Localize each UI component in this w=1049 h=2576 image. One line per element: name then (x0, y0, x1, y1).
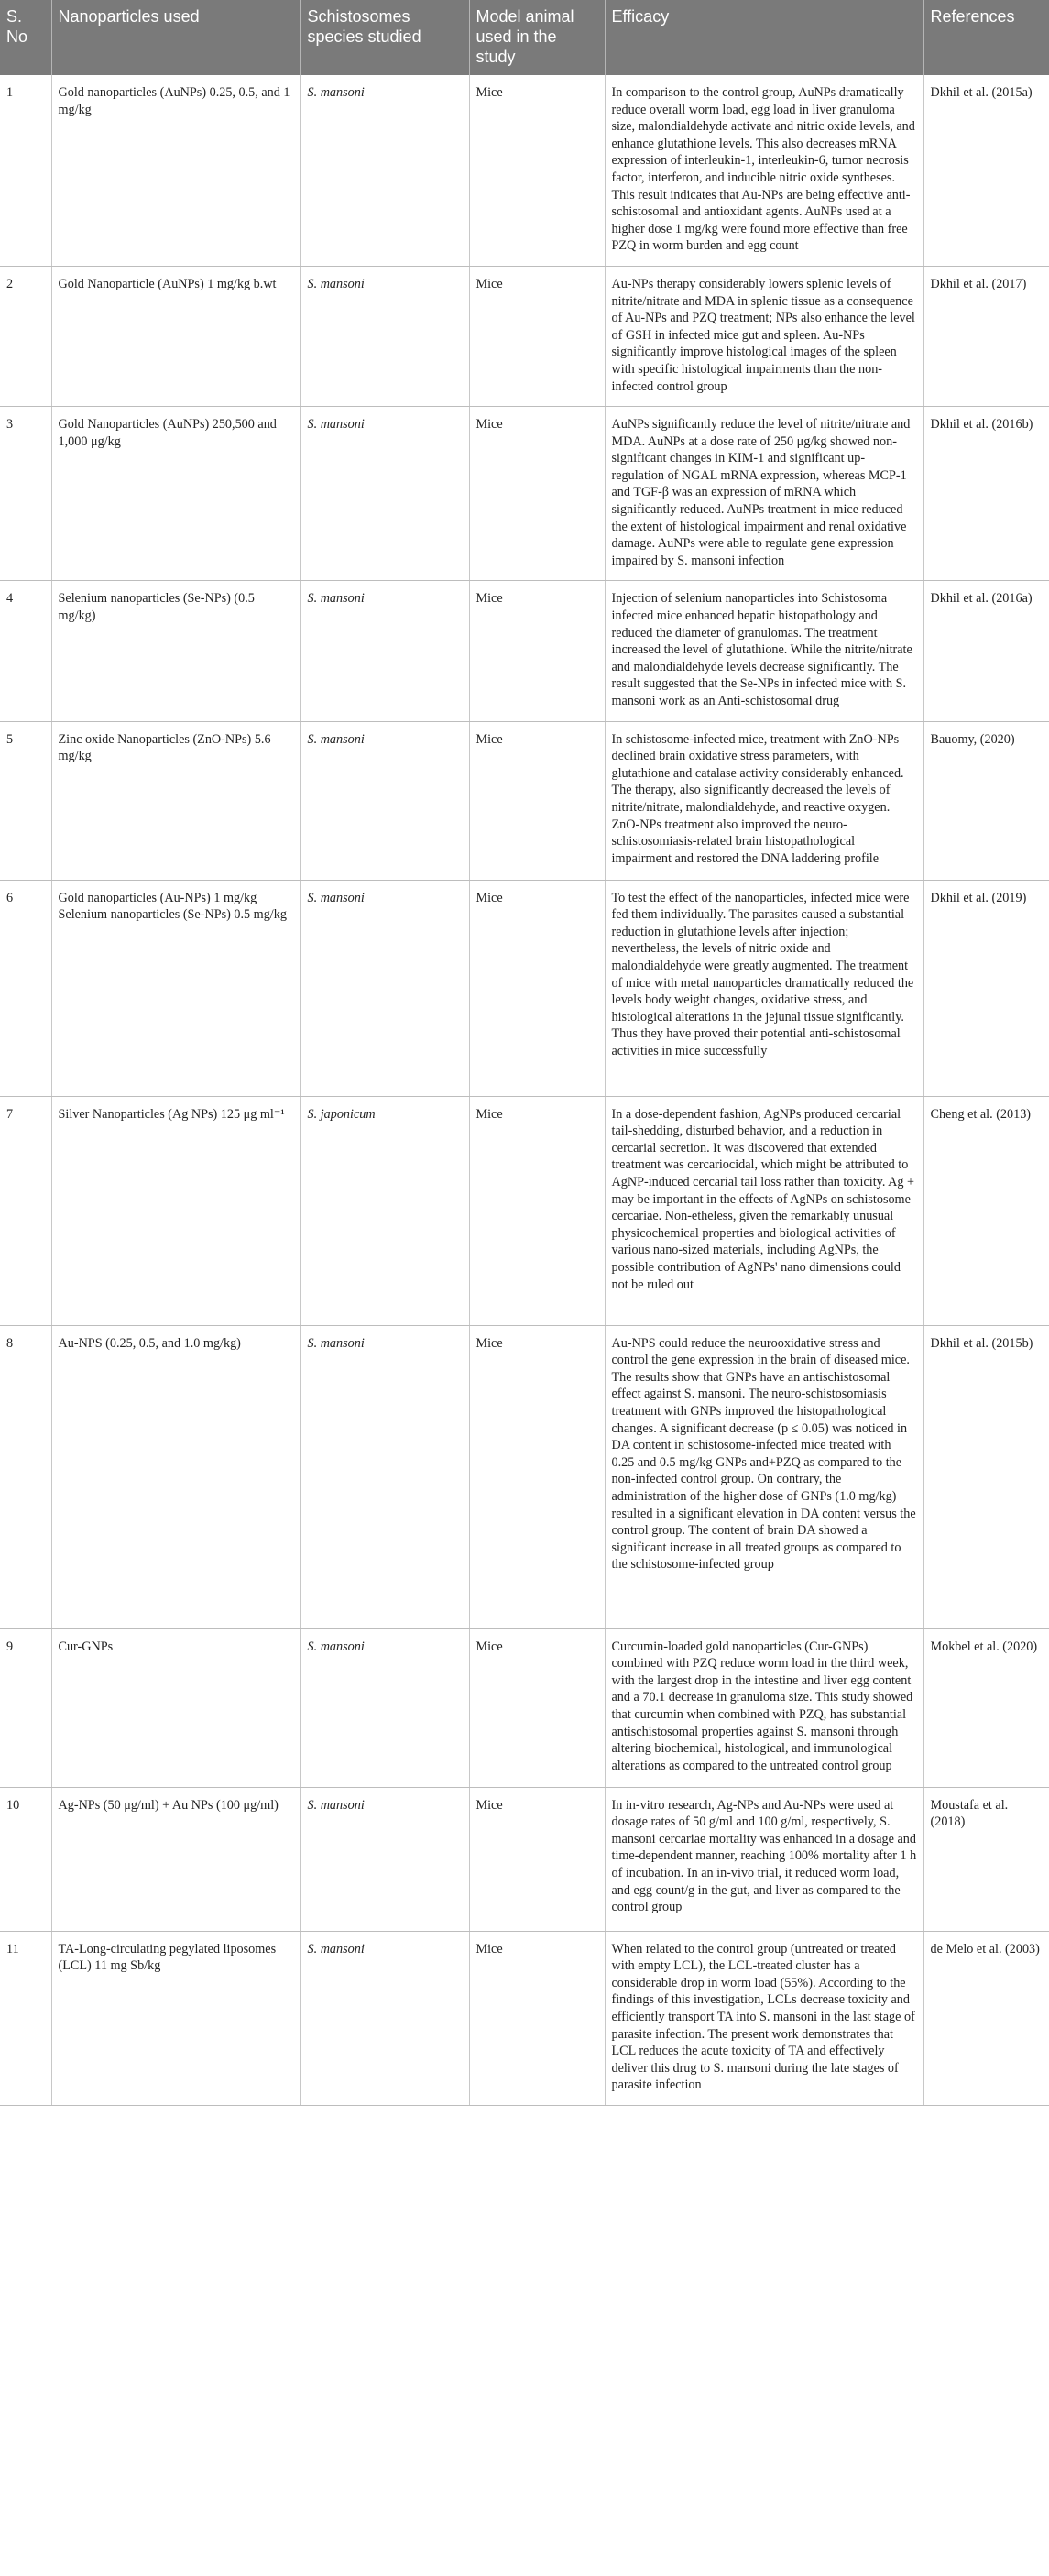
cell-species: S. mansoni (300, 1931, 469, 2105)
cell-sno: 8 (0, 1325, 51, 1628)
header-references: References (923, 0, 1049, 75)
cell-references: Cheng et al. (2013) (923, 1096, 1049, 1325)
table-row (0, 721, 1049, 880)
cell-efficacy: Injection of selenium nanoparticles into Schistosoma infected mice enhanced hepatic histopathology and reduced the diameter of granulomas. The treatment increased the level of glutathione. While the nitrite/nitrate and malondialdehyde levels decrease significantly. The result suggested that the Se-NPs in infected mice with S. mansoni work as an Anti-schistosomal drug (605, 581, 923, 721)
cell-references: Dkhil et al. (2015a) (923, 75, 1049, 266)
cell-efficacy: Curcumin-loaded gold nanoparticles (Cur-GNPs) combined with PZQ reduce worm load in the third week, with the largest drop in the intestine and liver egg content and a 70.1 decrease in granuloma size. This study showed that curcumin when combined with PZQ, has substantial antischistosomal properties against S. mansoni through altering biochemical, histological, and immunological alterations as compared to the untreated control group (605, 1628, 923, 1787)
cell-species: S. mansoni (300, 1787, 469, 1931)
cell-sno: 5 (0, 721, 51, 880)
table-row (0, 1628, 1049, 1787)
cell-references: Dkhil et al. (2015b) (923, 1325, 1049, 1628)
cell-references: Mokbel et al. (2020) (923, 1628, 1049, 1787)
cell-references: Dkhil et al. (2016a) (923, 581, 1049, 721)
cell-nanoparticles: Gold nanoparticles (Au-NPs) 1 mg/kg Selenium nanoparticles (Se-NPs) 0.5 mg/kg (51, 880, 300, 1096)
cell-nanoparticles: Gold nanoparticles (AuNPs) 0.25, 0.5, and 1 mg/kg (51, 75, 300, 266)
cell-references: de Melo et al. (2003) (923, 1931, 1049, 2105)
table-row (0, 1325, 1049, 1628)
cell-nanoparticles: Ag-NPs (50 μg/ml) + Au NPs (100 μg/ml) (51, 1787, 300, 1931)
table-row (0, 407, 1049, 581)
cell-nanoparticles: Selenium nanoparticles (Se-NPs) (0.5 mg/kg) (51, 581, 300, 721)
cell-efficacy: In schistosome-infected mice, treatment with ZnO-NPs declined brain oxidative stress parameters, with glutathione and catalase activity considerably enhanced. The therapy, also significantly decreased the levels of nitrite/nitrate, malondialdehyde, and reactive oxygen. ZnO-NPs treatment also improved the neuro-schistosomiasis-related brain histopathological impairment and restored the DNA laddering profile (605, 721, 923, 880)
cell-species: S. mansoni (300, 880, 469, 1096)
cell-nanoparticles: Cur-GNPs (51, 1628, 300, 1787)
cell-nanoparticles: TA-Long-circulating pegylated liposomes (LCL) 11 mg Sb/kg (51, 1931, 300, 2105)
cell-nanoparticles: Gold Nanoparticles (AuNPs) 250,500 and 1,000 μg/kg (51, 407, 300, 581)
cell-model: Mice (469, 1931, 605, 2105)
cell-efficacy: Au-NPS could reduce the neurooxidative stress and control the gene expression in the brain of diseased mice. The results show that GNPs have an antischistosomal effect against S. mansoni. The neuro-schistosomiasis treatment with GNPs improved the histopathological changes. A significant decrease (p ≤ 0.05) was noticed in DA content in schistosome-infected mice treated with 0.25 and 0.5 mg/kg GNPs and+PZQ as compared to the non-infected control group. On contrary, the administration of the higher dose of GNPs (1.0 mg/kg) resulted in a significant elevation in DA content versus the control group. The content of brain DA showed a significant increase in all treated groups as compared to the schistosome-infected group (605, 1325, 923, 1628)
header-efficacy: Efficacy (605, 0, 923, 75)
cell-model: Mice (469, 581, 605, 721)
cell-sno: 11 (0, 1931, 51, 2105)
cell-sno: 3 (0, 407, 51, 581)
cell-efficacy: Au-NPs therapy considerably lowers splenic levels of nitrite/nitrate and MDA in splenic tissue as a consequence of Au-NPs and PZQ treatment; NPs also enhance the level of GSH in infected mice gut and spleen. Au-NPs significantly improve histological images of the spleen with specific histological impairments than the non-infected control group (605, 266, 923, 406)
cell-nanoparticles: Gold Nanoparticle (AuNPs) 1 mg/kg b.wt (51, 266, 300, 406)
header-nanoparticles: Nanoparticles used (51, 0, 300, 75)
cell-model: Mice (469, 266, 605, 406)
table-header (0, 0, 1049, 75)
cell-model: Mice (469, 407, 605, 581)
cell-references: Dkhil et al. (2017) (923, 266, 1049, 406)
cell-references: Moustafa et al. (2018) (923, 1787, 1049, 1931)
cell-sno: 9 (0, 1628, 51, 1787)
cell-references: Dkhil et al. (2019) (923, 880, 1049, 1096)
cell-species: S. mansoni (300, 721, 469, 880)
cell-species: S. mansoni (300, 75, 469, 266)
cell-efficacy: AuNPs significantly reduce the level of nitrite/nitrate and MDA. AuNPs at a dose rate of 250 μg/kg showed non-significant changes in KIM-1 and significant up-regulation of NGAL mRNA expression, whereas MCP-1 and TGF-β was an expression of mRNA which significantly reduced. AuNPs treatment in mice reduced the extent of histological impairment and renal oxidative damage. AuNPs were able to regulate gene expression impaired by S. mansoni infection (605, 407, 923, 581)
table-row (0, 1096, 1049, 1325)
cell-efficacy: To test the effect of the nanoparticles, infected mice were fed them individually. The parasites caused a substantial reduction in glutathione levels after injection; nevertheless, the levels of nitric oxide and malondialdehyde were greatly augmented. The treatment of mice with metal nanoparticles dramatically reduced the levels body weight changes, oxidative stress, and histological alterations in the jejunal tissue significantly. Thus they have proved their potential anti-schistosomal activities in mice successfully (605, 880, 923, 1096)
cell-sno: 1 (0, 75, 51, 266)
cell-references: Bauomy, (2020) (923, 721, 1049, 880)
cell-model: Mice (469, 75, 605, 266)
table-row (0, 266, 1049, 406)
cell-efficacy: In comparison to the control group, AuNPs dramatically reduce overall worm load, egg load in liver granuloma size, malondialdehyde activate and nitric oxide levels, and enhance glutathione levels. This also decreases mRNA expression of interleukin-1, interleukin-6, tumor necrosis factor, interferon, and inducible nitric oxide syntheses. This result indicates that Au-NPs are being effective anti-schistosomal and antioxidant agents. AuNPs used at a higher dose 1 mg/kg were found more effective than free PZQ in worm burden and egg count (605, 75, 923, 266)
cell-efficacy: In a dose-dependent fashion, AgNPs produced cercarial tail-shedding, disturbed behavior, and a reduction in cercarial secretion. It was discovered that extended treatment was cercariocidal, which might be attributed to AgNP-induced cercarial tail loss rather than toxicity. Ag + may be important in the effects of AgNPs on schistosome cercariae. Non-etheless, given the remarkably unusual physicochemical properties and biological activities of various nano-sized materials, including AgNPs, the possible contribution of AgNPs' nano dimensions could not be ruled out (605, 1096, 923, 1325)
header-model: Model animal used in the study (469, 0, 605, 75)
cell-nanoparticles: Au-NPS (0.25, 0.5, and 1.0 mg/kg) (51, 1325, 300, 1628)
cell-species: S. mansoni (300, 581, 469, 721)
cell-sno: 10 (0, 1787, 51, 1931)
header-row (0, 0, 1049, 75)
cell-species: S. japonicum (300, 1096, 469, 1325)
cell-model: Mice (469, 1096, 605, 1325)
cell-species: S. mansoni (300, 1628, 469, 1787)
table-row (0, 1787, 1049, 1931)
cell-model: Mice (469, 880, 605, 1096)
cell-species: S. mansoni (300, 1325, 469, 1628)
table-row (0, 880, 1049, 1096)
header-species: Schistosomes species studied (300, 0, 469, 75)
cell-model: Mice (469, 1628, 605, 1787)
cell-sno: 6 (0, 880, 51, 1096)
cell-species: S. mansoni (300, 266, 469, 406)
cell-model: Mice (469, 1787, 605, 1931)
cell-species: S. mansoni (300, 407, 469, 581)
cell-model: Mice (469, 1325, 605, 1628)
cell-nanoparticles: Silver Nanoparticles (Ag NPs) 125 μg ml⁻¹ (51, 1096, 300, 1325)
cell-sno: 4 (0, 581, 51, 721)
table-row (0, 75, 1049, 266)
header-sno: S. No (0, 0, 51, 75)
cell-efficacy: In in-vitro research, Ag-NPs and Au-NPs were used at dosage rates of 50 g/ml and 100 g/ml, respectively, S. mansoni cercariae mortality was enhanced in a dosage and time-dependent manner, reaching 100% mortality after 1 h of incubation. In an in-vivo trial, it reduced worm load, and egg count/g in the gut, and liver as compared to the control group (605, 1787, 923, 1931)
cell-efficacy: When related to the control group (untreated or treated with empty LCL), the LCL-treated cluster has a considerable drop in worm load (55%). According to the findings of this investigation, LCLs decrease toxicity and efficiently transport TA into S. mansoni in the last stage of parasite infection. The present work demonstrates that LCL reduces the acute toxicity of TA and effectively deliver this drug to S. mansoni during the late stages of parasite infection (605, 1931, 923, 2105)
table-row (0, 1931, 1049, 2105)
table-row (0, 581, 1049, 721)
cell-nanoparticles: Zinc oxide Nanoparticles (ZnO-NPs) 5.6 mg/kg (51, 721, 300, 880)
cell-references: Dkhil et al. (2016b) (923, 407, 1049, 581)
table-body (0, 75, 1049, 2105)
cell-sno: 7 (0, 1096, 51, 1325)
cell-sno: 2 (0, 266, 51, 406)
cell-model: Mice (469, 721, 605, 880)
